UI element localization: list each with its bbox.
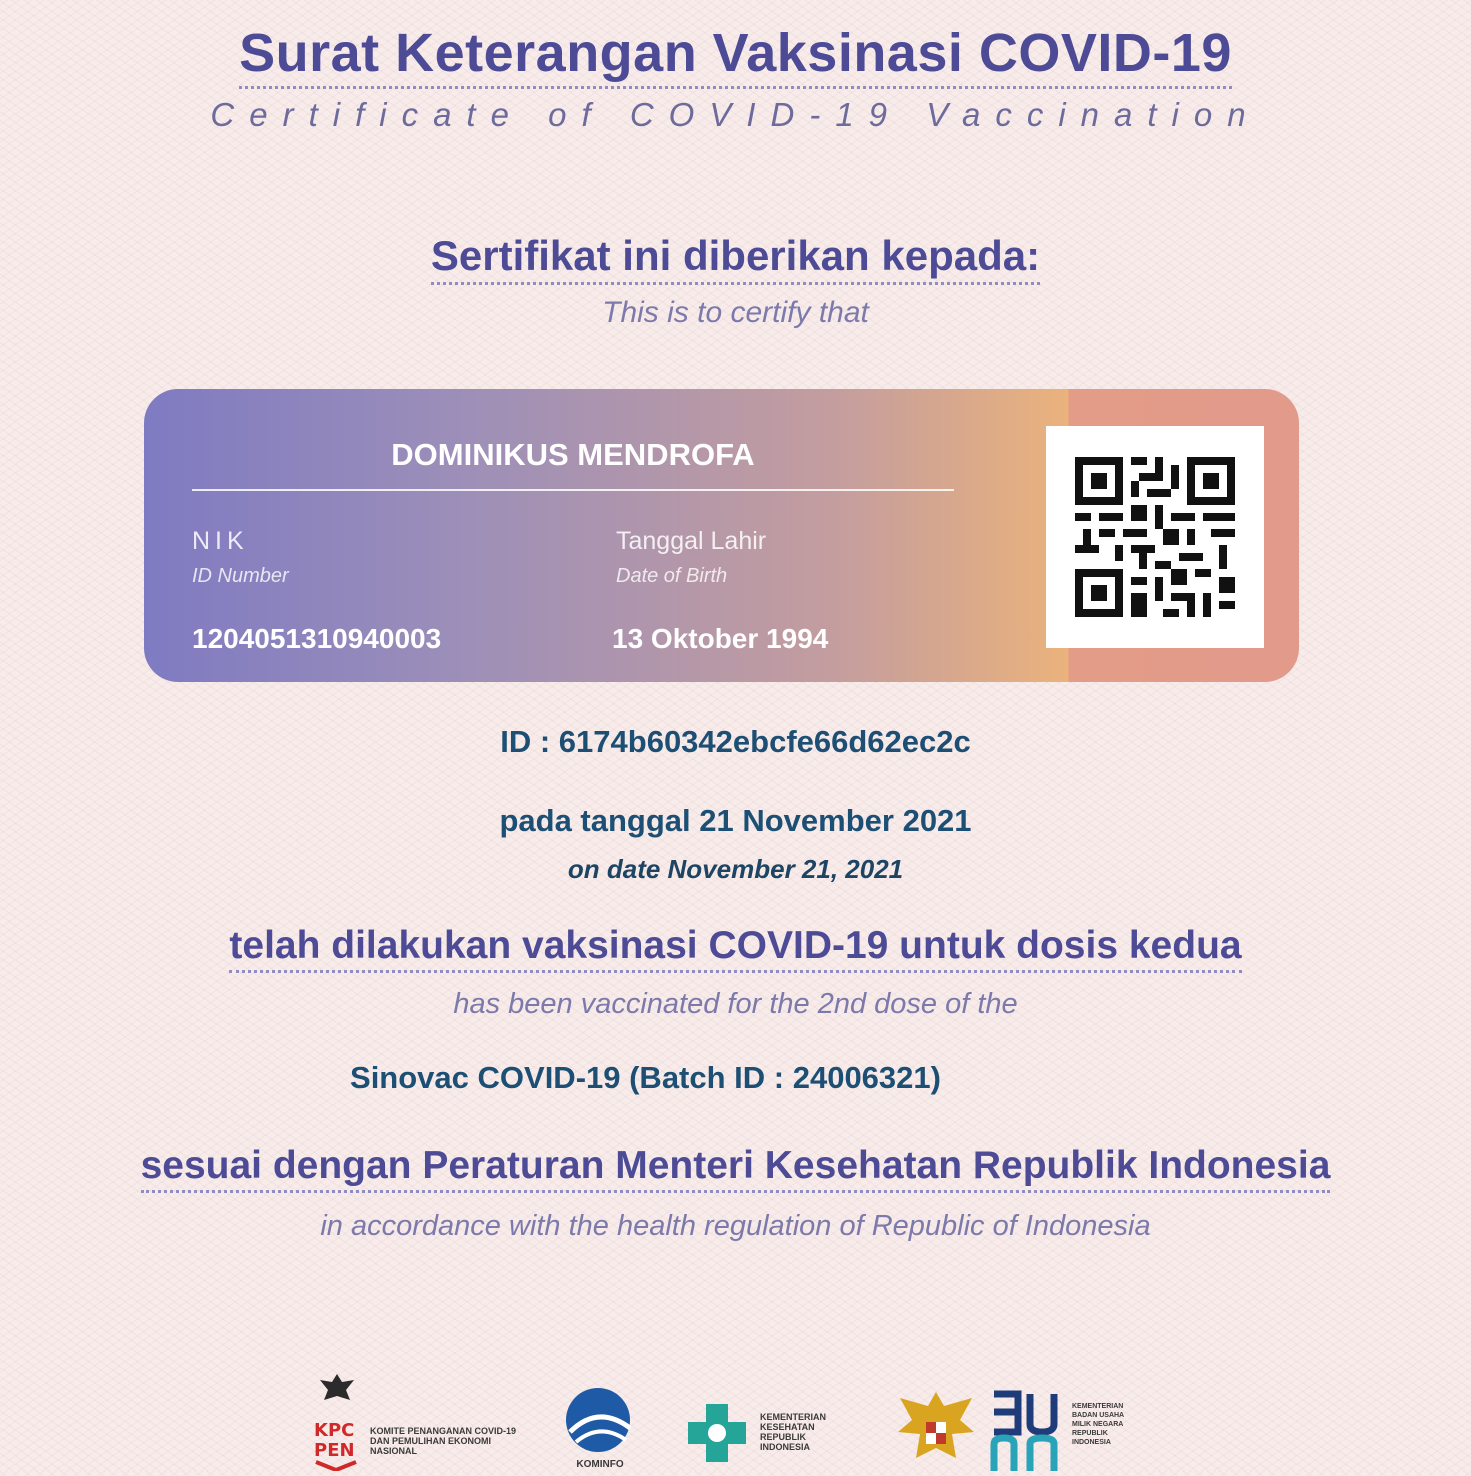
- regulation-wrap: [0, 1144, 1471, 1193]
- vaccination-date-en: on date November 21, 2021: [567, 854, 904, 884]
- regulation-statement: sesuai dengan Peraturan Menteri Kesehatan Republik Indonesia: [141, 1144, 1331, 1193]
- recipient-details: [144, 389, 1002, 682]
- given-to-wrap: [0, 232, 1471, 285]
- dose-statement-en: has been vaccinated for the 2nd dose of the: [453, 988, 1018, 1020]
- bumn-text: KEMENTERIAN BADAN USAHA MILIK NEGARA REPUBLIK INDONESIA: [1072, 1403, 1124, 1446]
- dob-value: 13 Oktober 1994: [612, 623, 829, 654]
- dob-sub-label: Date of Birth: [616, 565, 728, 587]
- kemenkes-text: KEMENTERIAN KESEHATAN REPUBLIK INDONESIA: [760, 1412, 827, 1452]
- garuda-logo: [892, 1386, 980, 1476]
- title-main-wrap: [0, 22, 1471, 89]
- kominfo-emblem-icon: [560, 1384, 640, 1471]
- dob-label: Tanggal Lahir: [616, 527, 767, 555]
- regulation-statement-en: in accordance with the health regulation of Republic of Indonesia: [320, 1210, 1151, 1242]
- kpcpen-logo: [312, 1370, 517, 1476]
- bumn-logo: [990, 1388, 1124, 1476]
- qr-code-icon: [1075, 455, 1235, 619]
- kominfo-text: KOMINFO: [576, 1459, 624, 1470]
- kominfo-logo: [560, 1384, 640, 1476]
- recipient-name: DOMINIKUS MENDROFA: [192, 437, 954, 491]
- kpcpen-text: KOMITE PENANGANAN COVID-19 DAN PEMULIHAN EKONOMI NASIONAL: [370, 1426, 517, 1456]
- certificate-id: ID : 6174b60342ebcfe66d62ec2c: [500, 724, 971, 759]
- kemenkes-logo: [684, 1400, 827, 1471]
- footer-logos: [0, 1370, 1471, 1471]
- recipient-card: [144, 389, 1299, 682]
- kemenkes-cross-icon: [684, 1400, 750, 1466]
- bumn-emblem-icon: [990, 1388, 1062, 1471]
- certificate-subtitle: Certificate of COVID-19 Vaccination: [210, 96, 1261, 133]
- nik-sub-label: ID Number: [192, 565, 289, 587]
- nik-value: 1204051310940003: [192, 623, 442, 654]
- vaccination-date: pada tanggal 21 November 2021: [499, 803, 972, 838]
- certificate-title: Surat Keterangan Vaksinasi COVID-19: [239, 22, 1232, 89]
- given-to-label: Sertifikat ini diberikan kepada:: [431, 232, 1040, 285]
- svg-text:KPC: KPC: [314, 1420, 355, 1441]
- certify-that-label: This is to certify that: [602, 296, 869, 329]
- dose-wrap: [0, 924, 1471, 973]
- vaccine-info: Sinovac COVID-19 (Batch ID : 24006321): [350, 1060, 941, 1095]
- nik-label: NIK: [192, 527, 249, 555]
- qr-code[interactable]: [1046, 426, 1264, 648]
- svg-text:PEN: PEN: [314, 1440, 355, 1461]
- garuda-small-icon: [312, 1370, 362, 1471]
- garuda-pancasila-icon: [892, 1386, 980, 1471]
- dose-statement: telah dilakukan vaksinasi COVID-19 untuk dosis kedua: [229, 924, 1241, 973]
